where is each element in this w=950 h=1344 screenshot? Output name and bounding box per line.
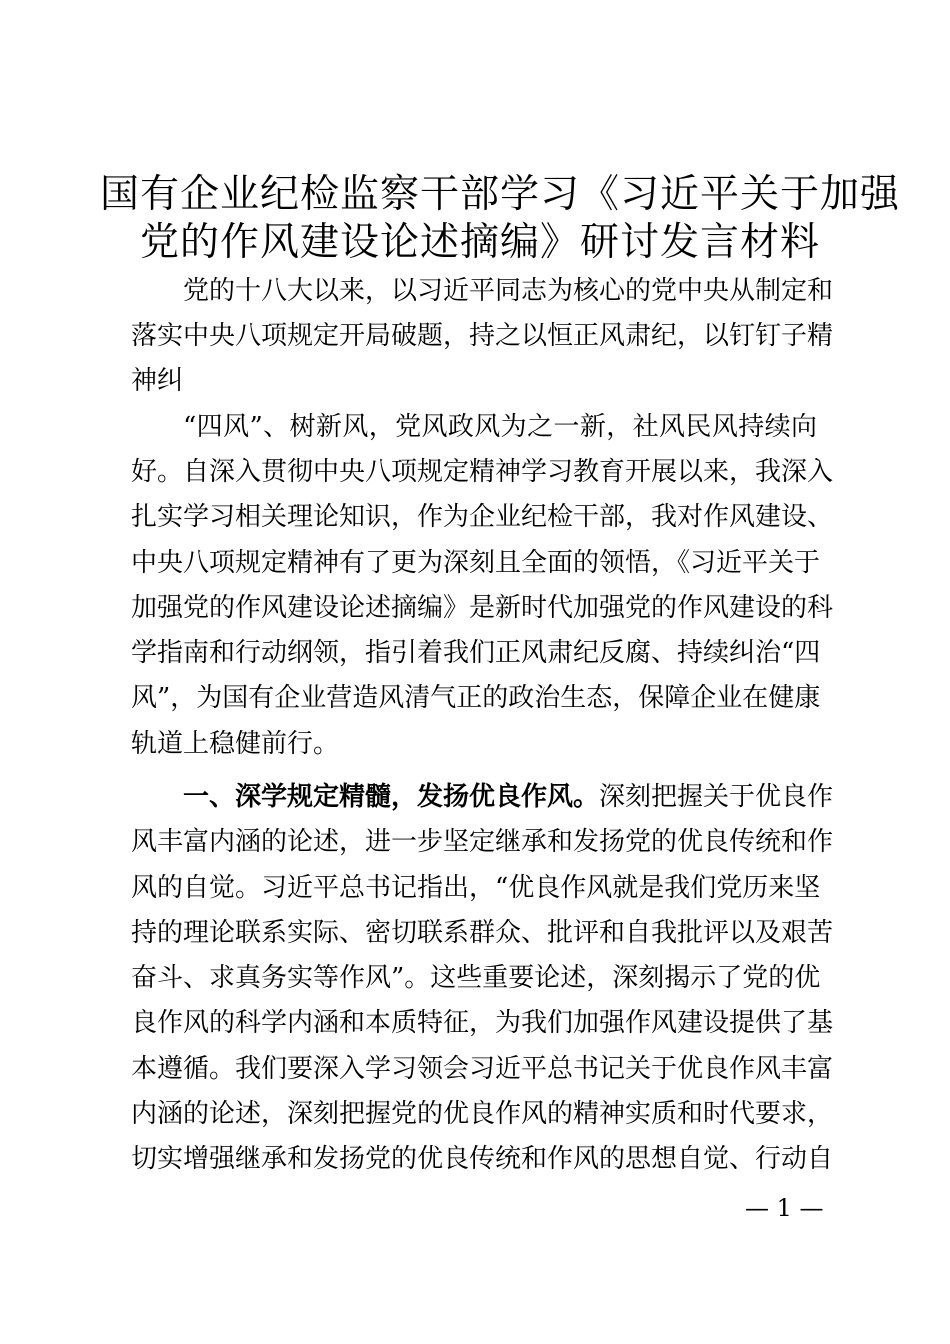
document-title-line-2: 党的作风建设论述摘编》研讨发言材料 bbox=[139, 220, 820, 265]
page-number: — 1 — bbox=[745, 1194, 824, 1222]
section-line bbox=[183, 777, 834, 817]
body-line: 内涵的论述，深刻把握党的优良作风的精神实质和时代要求， bbox=[131, 1099, 834, 1129]
body-line: 风”，为国有企业营造风清气正的政治生态，保障企业在健康 bbox=[131, 683, 821, 713]
body-line: 良作风的科学内涵和本质特征，为我们加强作风建设提供了基 bbox=[131, 1008, 834, 1038]
body-line: 风的自觉。习近平总书记指出，“优良作风就是我们党历来坚 bbox=[131, 873, 821, 903]
body-line: 学指南和行动纲领，指引着我们正风肃纪反腐、持续纠治“四 bbox=[131, 638, 821, 668]
body-line: 本遵循。我们要深入学习领会习近平总书记关于优良作风丰富 bbox=[131, 1054, 834, 1084]
body-line: 好。自深入贯彻中央八项规定精神学习教育开展以来，我深入 bbox=[131, 457, 834, 487]
body-line: 奋斗、求真务实等作风”。这些重要论述，深刻揭示了党的优 bbox=[131, 963, 821, 993]
body-line: 加强党的作风建设论述摘编》是新时代加强党的作风建设的科 bbox=[131, 593, 834, 623]
body-line: “四风”、树新风，党风政风为之一新，社风民风持续向 bbox=[183, 412, 817, 442]
section-text: 深刻把握关于优良作 bbox=[599, 782, 834, 812]
body-line: 党的十八大以来，以习近平同志为核心的党中央从制定和 bbox=[183, 276, 834, 306]
body-line: 神纠 bbox=[131, 366, 184, 396]
body-line: 风丰富内涵的论述，进一步坚定继承和发扬党的优良传统和作 bbox=[131, 827, 834, 857]
body-line: 轨道上稳健前行。 bbox=[131, 729, 340, 759]
document-title-line-1: 国有企业纪检监察干部学习《习近平关于加强 bbox=[100, 172, 901, 217]
body-line: 持的理论联系实际、密切联系群众、批评和自我批评以及艰苦 bbox=[131, 918, 834, 948]
body-line: 落实中央八项规定开局破题，持之以恒正风肃纪，以钉钉子精 bbox=[131, 321, 834, 351]
body-line: 切实增强继承和发扬党的优良传统和作风的思想自觉、行动自 bbox=[131, 1144, 834, 1174]
section-heading: 一、深学规定精髓，发扬优良作风。 bbox=[183, 782, 600, 812]
body-line: 扎实学习相关理论知识，作为企业纪检干部，我对作风建设、 bbox=[131, 502, 834, 532]
body-line: 中央八项规定精神有了更为深刻且全面的领悟，《习近平关于 bbox=[131, 548, 821, 578]
